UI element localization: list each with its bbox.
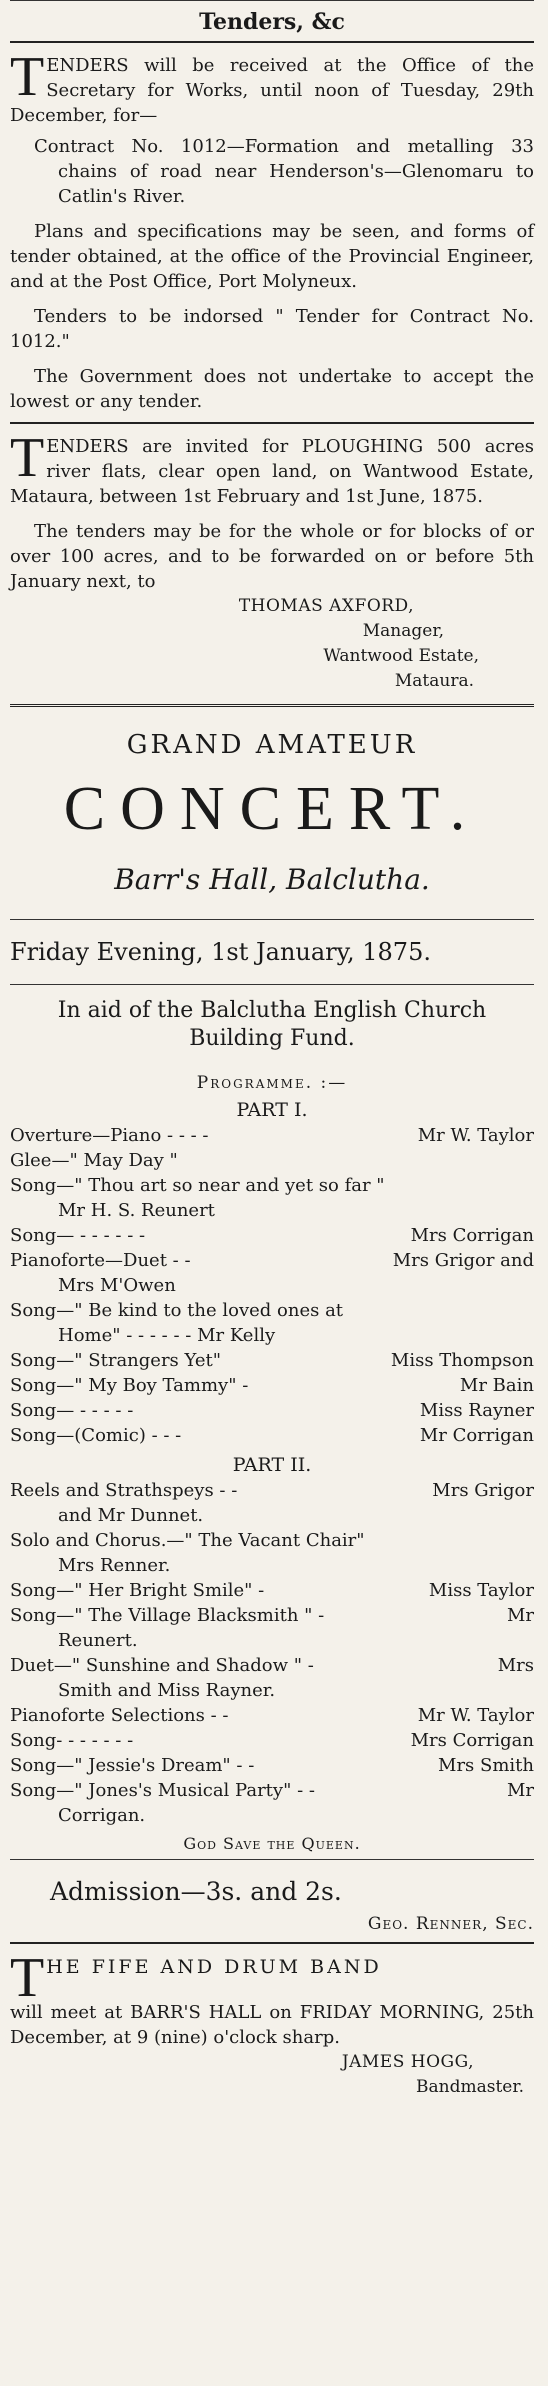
programme-item	[10, 1778, 534, 1803]
programme-item-performer: Mrs Corrigan	[410, 1730, 534, 1751]
concert-advert	[10, 725, 534, 1934]
dropcap: T	[10, 427, 45, 489]
god-save-the-queen: God Save the Queen.	[183, 1834, 361, 1853]
programme-item-piece: Song- - - - - - -	[10, 1730, 134, 1751]
programme-item	[10, 1753, 534, 1778]
programme-item-continuation: Mr H. S. Reunert	[58, 1200, 215, 1221]
programme-item-performer: Mrs Grigor	[432, 1480, 534, 1501]
programme-item	[10, 1248, 534, 1273]
programme-item-piece: Song—" Strangers Yet"	[10, 1350, 221, 1371]
programme-item-performer: Miss Rayner	[419, 1400, 534, 1421]
programme-item-continuation: and Mr Dunnet.	[58, 1505, 204, 1526]
programme-item-performer: Mrs	[497, 1655, 534, 1676]
divider	[10, 1859, 534, 1860]
programme-item-piece: Song—" Her Bright Smile" -	[10, 1580, 265, 1601]
programme-item-piece: Glee—" May Day "	[10, 1150, 178, 1171]
programme-item-piece: Song—" Be kind to the loved ones at	[10, 1300, 344, 1321]
programme-item	[10, 1528, 534, 1553]
concert-aid: In aid of the Balclutha English Church Building Fund.	[57, 998, 487, 1051]
programme-item	[10, 1348, 534, 1373]
signature-title: Manager,	[362, 621, 444, 641]
programme-item-piece: Pianoforte—Duet - -	[10, 1250, 191, 1271]
divider	[10, 919, 534, 920]
programme-item-continuation: Mrs M'Owen	[58, 1275, 176, 1296]
dropcap: T	[10, 46, 45, 108]
programme-item-performer: Mrs Smith	[438, 1755, 534, 1776]
programme-item	[10, 1578, 534, 1603]
contract-text: Contract No. 1012—Formation and metalling 33 chains of road near Henderson's—Glenomaru to Catlin's River.	[34, 136, 534, 207]
programme-item-continuation: Corrigan.	[58, 1805, 146, 1826]
programme-item	[10, 1398, 534, 1423]
plans-text: Plans and specifications may be seen, and forms of tender obtained, at the office of the Provincial Engineer, and at the Post Office, Port Molyneux.	[10, 221, 534, 292]
programme-item-performer: Mrs Grigor and	[392, 1250, 534, 1271]
programme-item	[10, 1173, 534, 1198]
programme-item-piece: Reels and Strathspeys - -	[10, 1480, 238, 1501]
part-one-heading: PART I.	[236, 1099, 308, 1121]
programme-item-performer: Mrs Corrigan	[410, 1225, 534, 1246]
band-text: will meet at BARR'S HALL on FRIDAY MORNING, 25th December, at 9 (nine) o'clock sharp.	[10, 2002, 534, 2048]
programme-item-continuation: Reunert.	[58, 1630, 138, 1651]
secretary: Geo. Renner, Sec.	[367, 1914, 534, 1934]
programme-item-piece: Song—" Jessie's Dream" - -	[10, 1755, 255, 1776]
part-two-list	[10, 1478, 534, 1828]
programme-item-performer: Miss Taylor	[428, 1580, 534, 1601]
admission: Admission—3s. and 2s.	[50, 1877, 342, 1906]
programme-heading: Programme. :—	[196, 1073, 348, 1093]
programme-item	[10, 1653, 534, 1678]
programme-item-continuation: Home" - - - - - - Mr Kelly	[58, 1325, 276, 1346]
part-two-heading: PART II.	[232, 1454, 312, 1476]
band-heading: HE FIFE AND DRUM BAND	[46, 1956, 382, 1978]
programme-item-piece: Song—" Jones's Musical Party" - -	[10, 1780, 315, 1801]
programme-item-piece: Song— - - - - - -	[10, 1225, 146, 1246]
concert-venue: Barr's Hall, Balclutha.	[114, 863, 430, 896]
programme-item-piece: Duet—" Sunshine and Shadow " -	[10, 1655, 314, 1676]
tender-notice-ploughing	[10, 427, 534, 694]
programme-item	[10, 1478, 534, 1503]
signature-estate: Wantwood Estate,	[323, 646, 479, 666]
concert-date: Friday Evening, 1st January, 1875.	[10, 938, 431, 966]
programme-item	[10, 1423, 534, 1448]
band-signature-name: JAMES HOGG,	[341, 2052, 474, 2072]
part-one-list	[10, 1123, 534, 1448]
divider	[10, 1942, 534, 1944]
programme-item-piece: Song— - - - - -	[10, 1400, 134, 1421]
programme-item	[10, 1223, 534, 1248]
band-signature-title: Bandmaster.	[416, 2077, 524, 2097]
concert-title: GRAND AMATEUR	[126, 730, 418, 760]
indorse-text: Tenders to be indorsed " Tender for Contract No. 1012."	[10, 306, 534, 352]
programme-item-performer: Mr Bain	[459, 1375, 534, 1396]
programme-item-piece: Song—" Thou art so near and yet so far "	[10, 1175, 385, 1196]
programme-item-performer: Mr W. Taylor	[417, 1125, 534, 1146]
heading-rule	[10, 41, 534, 43]
notice-text: ENDERS are invited for PLOUGHING 500 acres river flats, clear open land, on Wantwood Estate, Mataura, between 1st February and 1st June, 1875.	[10, 436, 534, 507]
band-notice	[10, 1947, 534, 2100]
programme-item	[10, 1298, 534, 1323]
signature-place: Mataura.	[394, 671, 474, 691]
divider	[10, 422, 534, 424]
programme-item	[10, 1603, 534, 1628]
government-text: The Government does not undertake to accept the lowest or any tender.	[10, 366, 534, 412]
tender-notice-works	[10, 46, 534, 414]
signature-name: THOMAS AXFORD,	[238, 596, 414, 616]
programme-item-piece: Overture—Piano - - - -	[10, 1125, 209, 1146]
tenders-heading: Tenders, &c	[199, 9, 345, 35]
programme-item-performer: Mr W. Taylor	[417, 1705, 534, 1726]
programme-item-performer: Miss Thompson	[390, 1350, 534, 1371]
programme-item	[10, 1148, 534, 1173]
programme-item	[10, 1123, 534, 1148]
notice-text-2: The tenders may be for the whole or for blocks of or over 100 acres, and to be forwarded on or before 5th January next, to	[10, 521, 534, 592]
programme-item-piece: Song—" The Village Blacksmith " -	[10, 1605, 325, 1626]
programme-item-continuation: Mrs Renner.	[58, 1555, 171, 1576]
divider	[10, 984, 534, 985]
programme-item-performer: Mr	[506, 1780, 534, 1801]
notice-text: ENDERS will be received at the Office of the Secretary for Works, until noon of Tuesday, 29th December, for—	[10, 55, 534, 126]
top-rule	[10, 0, 534, 1]
concert-heading: CONCERT.	[63, 775, 481, 843]
programme-item	[10, 1373, 534, 1398]
programme-item	[10, 1728, 534, 1753]
divider-double	[10, 704, 534, 707]
programme-item-performer: Mr Corrigan	[419, 1425, 534, 1446]
programme-item-piece: Pianoforte Selections - -	[10, 1705, 229, 1726]
programme-item-piece: Song—" My Boy Tammy" -	[10, 1375, 249, 1396]
programme-item-performer: Mr	[506, 1605, 534, 1626]
dropcap: T	[10, 1947, 45, 2009]
programme-item	[10, 1703, 534, 1728]
programme-item-piece: Solo and Chorus.—" The Vacant Chair"	[10, 1530, 365, 1551]
programme-item-piece: Song—(Comic) - - -	[10, 1425, 182, 1446]
programme-item-continuation: Smith and Miss Rayner.	[58, 1680, 276, 1701]
